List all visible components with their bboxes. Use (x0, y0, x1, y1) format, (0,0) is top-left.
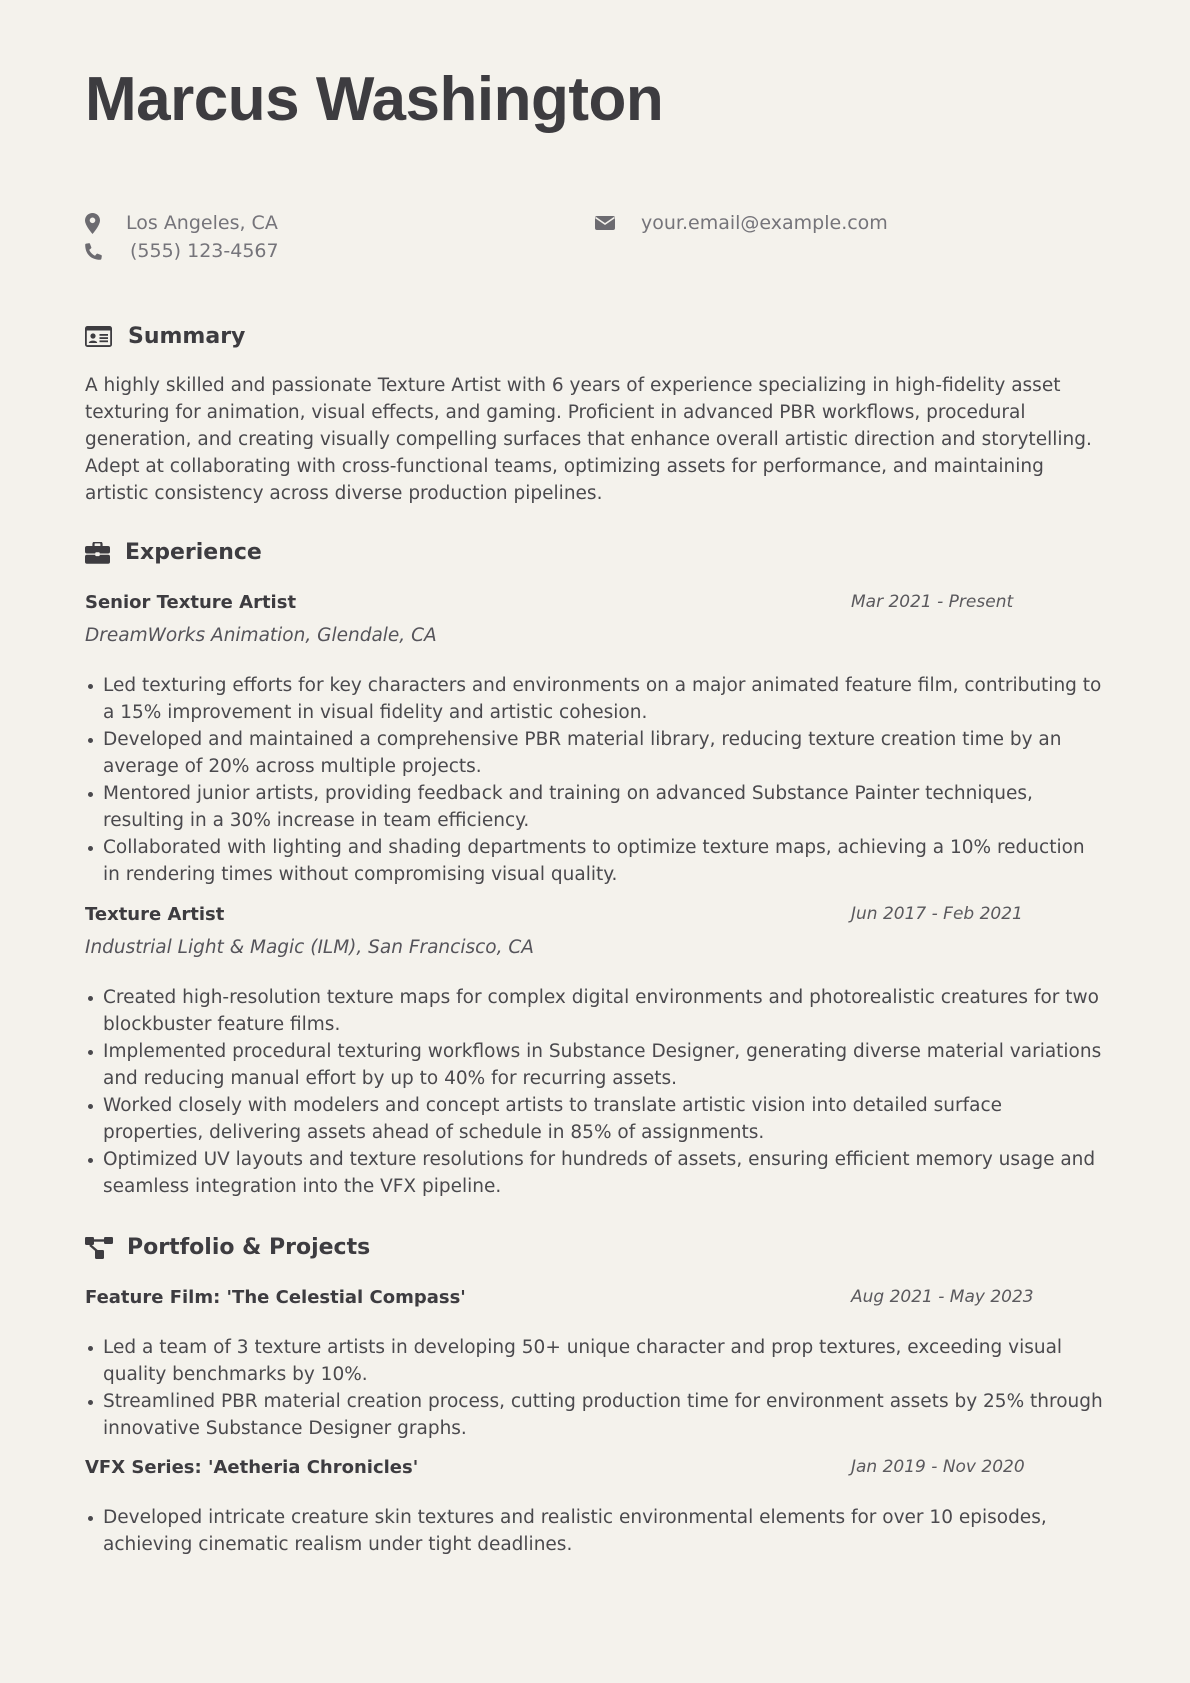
envelope-icon (595, 215, 615, 231)
list-item: Developed intricate creature skin textures and realistic environmental elements for over 10 episodes, achieving cinematic realism under tight deadlines. (103, 1504, 1105, 1558)
projects-section-heading (85, 1235, 370, 1260)
job-title: Texture Artist (85, 904, 225, 925)
id-card-icon (85, 326, 112, 347)
map-marker-icon (85, 213, 100, 234)
job-bullets (85, 672, 1105, 888)
experience-section-heading (85, 540, 262, 565)
summary-section-heading (85, 324, 245, 349)
job-company: DreamWorks Animation, Glendale, CA (85, 625, 437, 646)
list-item: Implemented procedural texturing workflows in Substance Designer, generating diverse material variations and reducing manual effort by up to 40% for recurring assets. (103, 1038, 1105, 1092)
contact-email[interactable] (595, 212, 888, 234)
phone-icon (85, 241, 105, 261)
project-title: Feature Film: 'The Celestial Compass' (85, 1287, 466, 1308)
project-title: VFX Series: 'Aetheria Chronicles' (85, 1457, 419, 1478)
list-item: Optimized UV layouts and texture resolutions for hundreds of assets, ensuring efficient memory usage and seamless integration into the VFX pipeline. (103, 1146, 1105, 1200)
candidate-name: Marcus Washington (85, 65, 664, 134)
project-dates: Aug 2021 - May 2023 (851, 1287, 1034, 1307)
project-bullets (85, 1334, 1105, 1442)
project-diagram-icon (85, 1237, 113, 1259)
experience-title: Experience (125, 540, 262, 565)
job-dates: Jun 2017 - Feb 2021 (851, 904, 1023, 924)
briefcase-icon (85, 542, 110, 564)
list-item: Collaborated with lighting and shading departments to optimize texture maps, achieving a 10% reduction in rendering times without compromising visual quality. (103, 834, 1105, 888)
location-text: Los Angeles, CA (126, 212, 278, 234)
job-dates: Mar 2021 - Present (851, 592, 1014, 612)
list-item: Created high-resolution texture maps for complex digital environments and photorealistic creatures for two blockbuster feature films. (103, 984, 1105, 1038)
job-title: Senior Texture Artist (85, 592, 297, 613)
project-bullets (85, 1504, 1105, 1558)
list-item: Mentored junior artists, providing feedback and training on advanced Substance Painter techniques, resulting in a 30% increase in team efficiency. (103, 780, 1105, 834)
list-item: Led a team of 3 texture artists in developing 50+ unique character and prop textures, exceeding visual quality benchmarks by 10%. (103, 1334, 1105, 1388)
phone-text: (555) 123-4567 (130, 240, 279, 262)
list-item: Developed and maintained a comprehensive PBR material library, reducing texture creation time by an average of 20% across multiple projects. (103, 726, 1105, 780)
contact-phone (85, 240, 279, 262)
summary-title: Summary (128, 324, 246, 349)
job-company: Industrial Light & Magic (ILM), San Francisco, CA (85, 937, 534, 958)
projects-title: Portfolio & Projects (127, 1235, 371, 1260)
summary-text: A highly skilled and passionate Texture Artist with 6 years of experience specializing in high-fidelity asset texturing for animation, visual effects, and gaming. Proficient in advanced PBR workflows, procedural generation, and creating visually compelling surfaces that enhance overall artistic direction and storytelling. Adept at collaborating with cross-functional teams, optimizing assets for performance, and maintaining artistic consistency across diverse production pipelines. (85, 375, 1092, 504)
list-item: Streamlined PBR material creation process, cutting production time for environment assets by 25% through innovative Substance Designer graphs. (103, 1388, 1105, 1442)
email-link[interactable]: your.email@example.com (641, 212, 888, 234)
list-item: Led texturing efforts for key characters and environments on a major animated feature film, contributing to a 15% improvement in visual fidelity and artistic cohesion. (103, 672, 1105, 726)
job-bullets (85, 984, 1105, 1200)
list-item: Worked closely with modelers and concept artists to translate artistic vision into detailed surface properties, delivering assets ahead of schedule in 85% of assignments. (103, 1092, 1105, 1146)
project-dates: Jan 2019 - Nov 2020 (851, 1457, 1025, 1477)
contact-location (85, 212, 278, 234)
